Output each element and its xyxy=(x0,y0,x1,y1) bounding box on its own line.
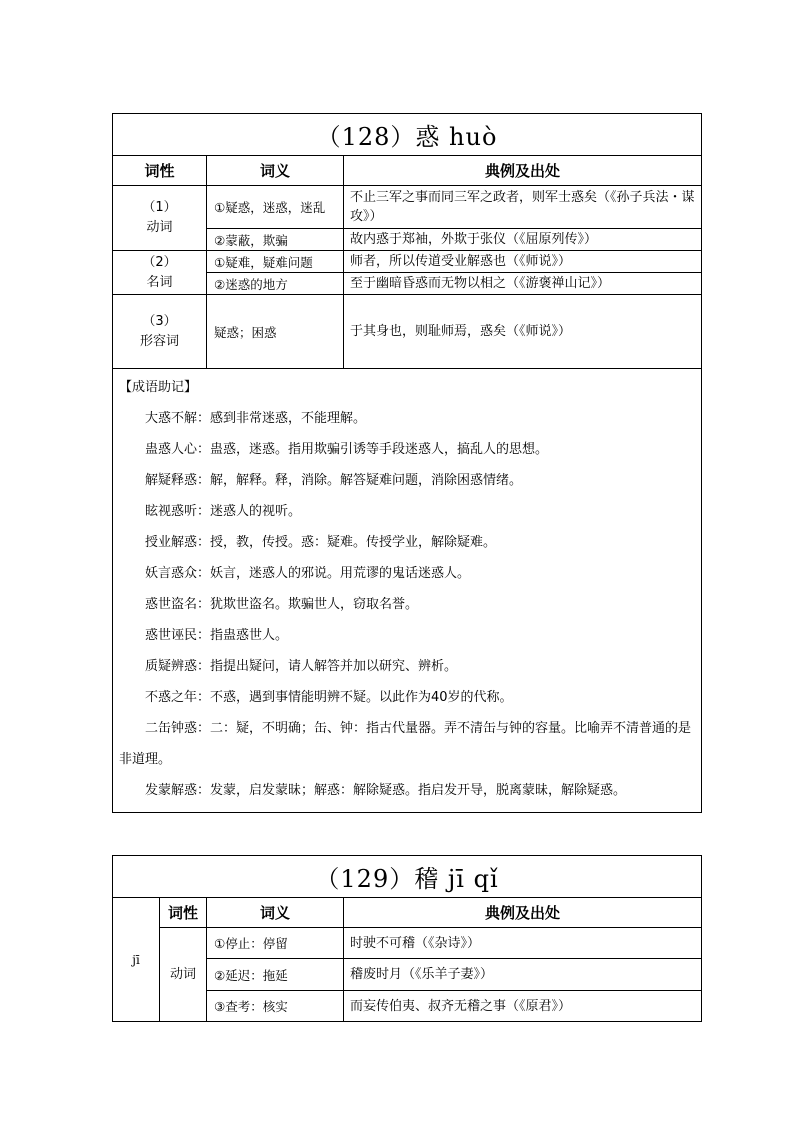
header-example: 典例及出处 xyxy=(344,898,702,928)
meaning-cell: ①疑惑，迷惑，迷乱 xyxy=(207,186,344,229)
idiom-item: 惑世诬民：指蛊惑世人。 xyxy=(145,628,289,643)
pos-number: （1） xyxy=(142,200,177,215)
pos-cell-noun xyxy=(113,251,207,295)
header-meaning: 词义 xyxy=(207,156,344,186)
pos-label: 形容词 xyxy=(139,333,179,349)
pos-label: 名词 xyxy=(146,274,173,290)
idiom-item: 蛊惑人心：蛊惑，迷惑。指用欺骗引诱等手段迷惑人，搞乱人的思想。 xyxy=(145,442,549,457)
idiom-item: 质疑辨惑：指提出疑问，请人解答并加以研究、辨析。 xyxy=(145,659,458,674)
example-cell: 时驶不可稽（《杂诗》） xyxy=(344,928,702,959)
meaning-cell: ①停止：停留 xyxy=(207,928,344,959)
example-cell: 故内惑于郑袖，外欺于张仪（《屈原列传》） xyxy=(344,229,702,251)
meaning-cell: 疑惑；困惑 xyxy=(207,295,344,369)
pos-cell-verb xyxy=(113,186,207,251)
example-cell: 于其身也，则耻师焉，惑矣（《师说》） xyxy=(344,295,702,369)
idiom-item: 授业解惑：授，教，传授。惑：疑难。传授学业，解除疑难。 xyxy=(145,535,497,550)
example-cell: 至于幽暗昏惑而无物以相之（《游褒禅山记》） xyxy=(344,273,702,295)
entry-129-title: （129）稽 jī qǐ xyxy=(113,856,702,898)
idiom-item: 二缶钟惑：二：疑，不明确；缶、钟：指古代量器。弄不清缶与钟的容量。比喻弄不清普通的是非道理。 xyxy=(119,721,692,767)
meaning-cell: ③查考：核实 xyxy=(207,991,344,1022)
pos-number: （2） xyxy=(142,254,177,270)
idioms-heading: 【成语助记】 xyxy=(119,380,198,395)
meaning-cell: ②蒙蔽，欺骗 xyxy=(207,229,344,251)
example-cell: 不止三军之事而同三军之政者，则军士惑矣（《孙子兵法・谋攻》） xyxy=(344,186,702,229)
pos-label: 动词 xyxy=(146,220,173,235)
reading-label: jī xyxy=(113,898,160,1022)
idioms-section xyxy=(113,369,702,813)
pos-cell-verb: 动词 xyxy=(160,928,207,1022)
pos-cell-adjective xyxy=(113,295,207,369)
header-pos: 词性 xyxy=(160,898,207,928)
idiom-item: 妖言惑众：妖言，迷惑人的邪说。用荒谬的鬼话迷惑人。 xyxy=(145,566,471,581)
example-cell: 师者，所以传道受业解惑也（《师说》） xyxy=(344,251,702,273)
pos-number: （3） xyxy=(142,313,177,329)
meaning-cell: ①疑难，疑难问题 xyxy=(207,251,344,273)
header-pos: 词性 xyxy=(113,156,207,186)
header-meaning: 词义 xyxy=(207,898,344,928)
idiom-item: 解疑释惑：解，解释。释，消除。解答疑难问题，消除困惑情绪。 xyxy=(145,473,523,488)
idiom-item: 发蒙解惑：发蒙，启发蒙昧；解惑：解除疑惑。指启发开导，脱离蒙昧，解除疑惑。 xyxy=(145,783,627,798)
idiom-item: 惑世盗名：犹欺世盗名。欺骗世人，窃取名誉。 xyxy=(145,597,419,612)
meaning-cell: ②延迟：拖延 xyxy=(207,959,344,991)
idiom-item: 眩视惑听：迷惑人的视听。 xyxy=(145,504,302,519)
example-cell: 稽废时月（《乐羊子妻》） xyxy=(344,959,702,991)
example-cell: 而妄传伯夷、叔齐无稽之事（《原君》） xyxy=(344,991,702,1022)
header-example: 典例及出处 xyxy=(344,156,702,186)
entry-128-table xyxy=(112,113,702,813)
entry-129-table xyxy=(112,855,702,1022)
meaning-cell: ②迷惑的地方 xyxy=(207,273,344,295)
entry-128-title: （128）惑 huò xyxy=(113,114,702,156)
idiom-item: 不惑之年：不惑，遇到事情能明辨不疑。以此作为40岁的代称。 xyxy=(145,690,513,705)
idiom-item: 大惑不解：感到非常迷惑，不能理解。 xyxy=(145,411,367,426)
